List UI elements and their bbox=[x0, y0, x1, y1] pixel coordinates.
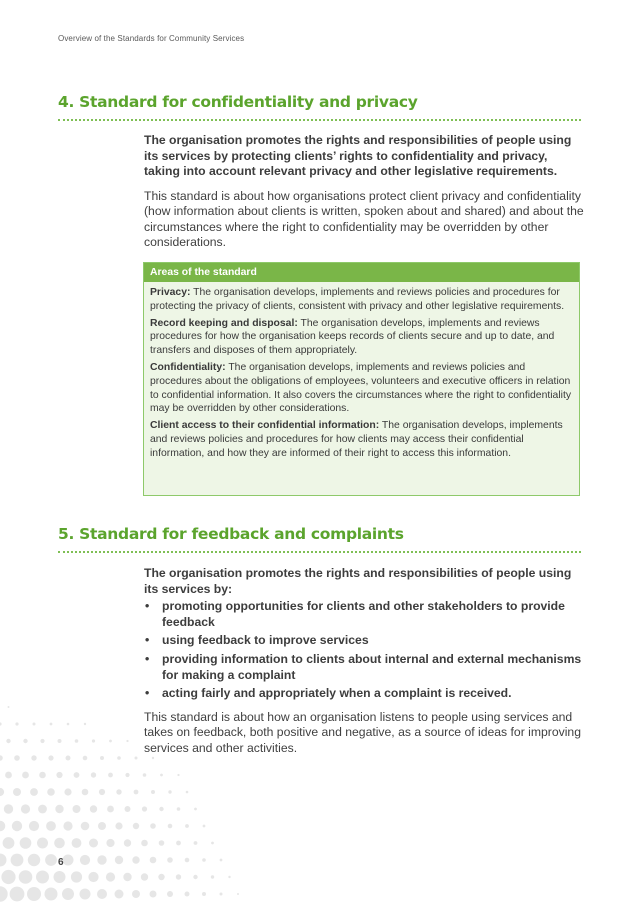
decorative-dot bbox=[3, 837, 15, 849]
decorative-dot bbox=[89, 839, 98, 848]
decorative-dot bbox=[124, 839, 131, 846]
decorative-dot bbox=[126, 740, 128, 742]
decorative-dot bbox=[167, 891, 173, 897]
area-term: Record keeping and disposal: bbox=[150, 317, 298, 329]
decorative-dot bbox=[176, 874, 181, 879]
decorative-dot bbox=[55, 805, 63, 813]
running-head: Overview of the Standards for Community Services bbox=[58, 34, 245, 43]
decorative-dot bbox=[58, 739, 62, 743]
decorative-dot bbox=[6, 739, 10, 743]
decorative-dot bbox=[21, 804, 30, 813]
bullet-item bbox=[144, 599, 584, 630]
decorative-dot bbox=[168, 790, 171, 793]
bullet-text: using feedback to improve services bbox=[162, 633, 369, 648]
decorative-dot bbox=[0, 886, 8, 901]
decorative-dot bbox=[194, 841, 198, 845]
decorative-dot bbox=[30, 788, 38, 796]
bullet-marker: • bbox=[145, 686, 150, 701]
area-text: The organisation develops, implements and reviews policies and procedures for how clients may access their confidential information, and how they are informed of their right to access this information. bbox=[150, 420, 563, 459]
decorative-dot bbox=[100, 756, 104, 760]
decorative-dot bbox=[151, 790, 155, 794]
decorative-dot bbox=[202, 892, 206, 896]
decorative-dot bbox=[36, 871, 49, 884]
decorative-dot bbox=[176, 841, 181, 846]
area-confidentiality bbox=[150, 361, 573, 416]
decorative-dot bbox=[13, 788, 21, 796]
bullet-item bbox=[144, 652, 584, 683]
decorative-dot bbox=[71, 871, 82, 882]
decorative-dot bbox=[0, 722, 2, 725]
decorative-dot bbox=[135, 757, 138, 760]
decorative-dot bbox=[74, 772, 80, 778]
bullet-item bbox=[144, 686, 584, 702]
decorative-dot bbox=[167, 857, 173, 863]
decorative-dot bbox=[91, 772, 96, 777]
decorative-dot bbox=[54, 871, 66, 883]
decorative-dot bbox=[0, 788, 4, 796]
section-5-heading: 5. Standard for feedback and complaints bbox=[58, 525, 581, 553]
area-text: The organisation develops, implements and reviews policies and procedures about the obligations of employees, volunteers and executive officers in relation to confidential information. It also covers the circumstances where the right to confidentiality may be overridden by other considerations. bbox=[150, 361, 572, 415]
areas-box-header: Areas of the standard bbox=[144, 263, 579, 282]
decorative-dot bbox=[39, 772, 46, 779]
decorative-dot bbox=[125, 806, 131, 812]
decorative-dot bbox=[75, 739, 79, 743]
decorative-dot bbox=[117, 756, 121, 760]
decorative-dot bbox=[40, 739, 44, 743]
decorative-dot bbox=[0, 755, 3, 761]
decorative-dot bbox=[28, 854, 40, 866]
decorative-dot bbox=[45, 888, 58, 901]
decorative-dot bbox=[125, 773, 129, 777]
decorative-dot bbox=[168, 824, 173, 829]
decorative-dot bbox=[80, 889, 91, 900]
decorative-dot bbox=[64, 788, 71, 795]
decorative-dot bbox=[29, 821, 39, 831]
decorative-dot bbox=[5, 772, 12, 779]
decorative-dot bbox=[0, 854, 7, 867]
decorative-dot bbox=[4, 804, 13, 813]
decorative-dot bbox=[132, 890, 140, 898]
decorative-dot bbox=[185, 892, 190, 897]
decorative-dot bbox=[141, 840, 148, 847]
decorative-dot bbox=[10, 887, 25, 902]
bullet-text: acting fairly and appropriately when a complaint is received. bbox=[162, 686, 512, 701]
decorative-dot bbox=[88, 872, 98, 882]
decorative-dot bbox=[185, 824, 189, 828]
decorative-dot bbox=[177, 774, 179, 776]
area-term: Confidentiality: bbox=[150, 361, 226, 373]
decorative-dot bbox=[67, 723, 70, 726]
decorative-dot bbox=[106, 872, 115, 881]
decorative-dot bbox=[63, 821, 72, 830]
decorative-dot bbox=[159, 840, 165, 846]
bullet-marker: • bbox=[145, 599, 150, 614]
decorative-dot bbox=[84, 723, 86, 725]
area-text: The organisation develops, implements and reviews procedures for how the organisation keeps records of clients secure and up to date, and transfers and disposes of them appropriately. bbox=[150, 317, 555, 357]
decorative-dot bbox=[83, 756, 88, 761]
decorative-dot bbox=[27, 887, 41, 901]
decorative-dot bbox=[150, 823, 156, 829]
decorative-dot bbox=[14, 755, 20, 761]
decorative-dot bbox=[22, 772, 29, 779]
decorative-dot bbox=[211, 875, 214, 878]
decorative-dot bbox=[98, 822, 106, 830]
decorative-dot bbox=[116, 789, 121, 794]
decorative-dot bbox=[141, 873, 148, 880]
decorative-dot bbox=[106, 839, 114, 847]
decorative-dot bbox=[115, 822, 122, 829]
decorative-dot bbox=[97, 855, 106, 864]
decorative-dot bbox=[63, 855, 74, 866]
decorative-dot bbox=[203, 825, 206, 828]
decorative-dot bbox=[115, 856, 123, 864]
section-5-lead: The organisation promotes the rights and responsibilities of people using its services by: bbox=[144, 566, 572, 596]
decorative-dot bbox=[23, 739, 27, 743]
decorative-dot bbox=[143, 773, 147, 777]
decorative-dot bbox=[19, 870, 33, 884]
decorative-dot bbox=[62, 888, 74, 900]
decorative-dot bbox=[202, 858, 206, 862]
decorative-dot bbox=[115, 890, 124, 899]
decorative-dot bbox=[177, 807, 181, 811]
decorative-dot bbox=[66, 756, 71, 761]
decorative-dot bbox=[12, 821, 22, 831]
decorative-dot bbox=[92, 739, 95, 742]
section-5-bullet-list bbox=[144, 599, 584, 702]
decorative-dot bbox=[108, 773, 113, 778]
decorative-dot bbox=[46, 821, 56, 831]
decorative-dot bbox=[132, 856, 139, 863]
decorative-dot bbox=[158, 874, 164, 880]
area-term: Privacy: bbox=[150, 287, 191, 298]
bullet-text: providing information to clients about internal and external mechanisms for making a complaint bbox=[162, 651, 582, 682]
decorative-dot bbox=[31, 755, 36, 760]
decorative-dot bbox=[150, 857, 157, 864]
section-4-paragraph: This standard is about how organisations protect client privacy and confidentiality (how information about clients is written, spoken about and shared) and about the circumstances where the right to confidentiality may be overridden by other considerations. bbox=[144, 189, 584, 250]
decorative-dot bbox=[50, 723, 53, 726]
decorative-dot bbox=[152, 757, 154, 759]
decorative-dot bbox=[97, 889, 107, 899]
bullet-text: promoting opportunities for clients and other stakeholders to provide feedback bbox=[162, 599, 565, 629]
decorative-dot bbox=[228, 876, 230, 878]
decorative-dot bbox=[185, 858, 190, 863]
area-privacy bbox=[150, 286, 573, 314]
decorative-dot bbox=[186, 791, 189, 794]
decorative-dot bbox=[237, 893, 239, 895]
decorative-dot bbox=[20, 837, 32, 849]
decorative-dot bbox=[45, 854, 57, 866]
decorative-dot bbox=[142, 806, 147, 811]
section-5-lead-block bbox=[144, 566, 584, 705]
section-4-heading: 4. Standard for confidentiality and privacy bbox=[58, 93, 581, 121]
decorative-dot bbox=[33, 723, 36, 726]
areas-of-standard-box bbox=[143, 262, 580, 496]
decorative-dot bbox=[80, 855, 90, 865]
area-text: The organisation develops, implements and reviews policies and procedures for protecting the privacy of clients, consistent with privacy and other legislative requirements. bbox=[150, 287, 565, 312]
decorative-dot bbox=[159, 807, 163, 811]
decorative-dot bbox=[160, 774, 163, 777]
decorative-dot bbox=[220, 859, 223, 862]
decorative-dot bbox=[15, 722, 18, 725]
decorative-dot bbox=[107, 806, 114, 813]
decorative-dot bbox=[211, 842, 214, 845]
area-record-keeping bbox=[150, 317, 573, 358]
bullet-item bbox=[144, 633, 584, 649]
decorative-dot bbox=[8, 706, 10, 708]
decorative-dot bbox=[38, 805, 47, 814]
decorative-dot bbox=[193, 875, 197, 879]
area-client-access bbox=[150, 419, 573, 460]
decorative-dot bbox=[150, 891, 157, 898]
area-term: Client access to their confidential information: bbox=[150, 420, 380, 432]
decorative-dot bbox=[11, 854, 24, 867]
decorative-dot bbox=[73, 805, 81, 813]
decorative-dot bbox=[47, 788, 55, 796]
decorative-dot bbox=[37, 838, 48, 849]
decorative-dot bbox=[0, 821, 5, 832]
decorative-dot bbox=[54, 838, 65, 849]
section-4-lead: The organisation promotes the rights and responsibilities of people using its services by protecting clients’ rights to confidentiality and privacy, taking into account relevant privacy and other legislative requirements. bbox=[144, 133, 572, 179]
decorative-dot bbox=[81, 822, 90, 831]
decorative-dot bbox=[220, 893, 223, 896]
decorative-dot bbox=[82, 789, 89, 796]
bullet-marker: • bbox=[145, 633, 150, 648]
decorative-dot bbox=[133, 823, 139, 829]
decorative-dot bbox=[194, 808, 197, 811]
page-number: 6 bbox=[58, 857, 64, 868]
decorative-dot bbox=[72, 838, 82, 848]
bullet-marker: • bbox=[145, 651, 150, 666]
decorative-dot bbox=[48, 755, 53, 760]
decorative-dot bbox=[56, 772, 62, 778]
decorative-dot bbox=[134, 790, 139, 795]
decorative-dot bbox=[123, 873, 131, 881]
decorative-dot bbox=[1, 870, 15, 884]
decorative-dot bbox=[90, 805, 97, 812]
decorative-dot bbox=[99, 789, 105, 795]
decorative-dot bbox=[109, 740, 112, 743]
section-5-paragraph: This standard is about how an organisation listens to people using services and takes on feedback, both positive and negative, as a source of ideas for improving services and other activities. bbox=[144, 710, 581, 755]
